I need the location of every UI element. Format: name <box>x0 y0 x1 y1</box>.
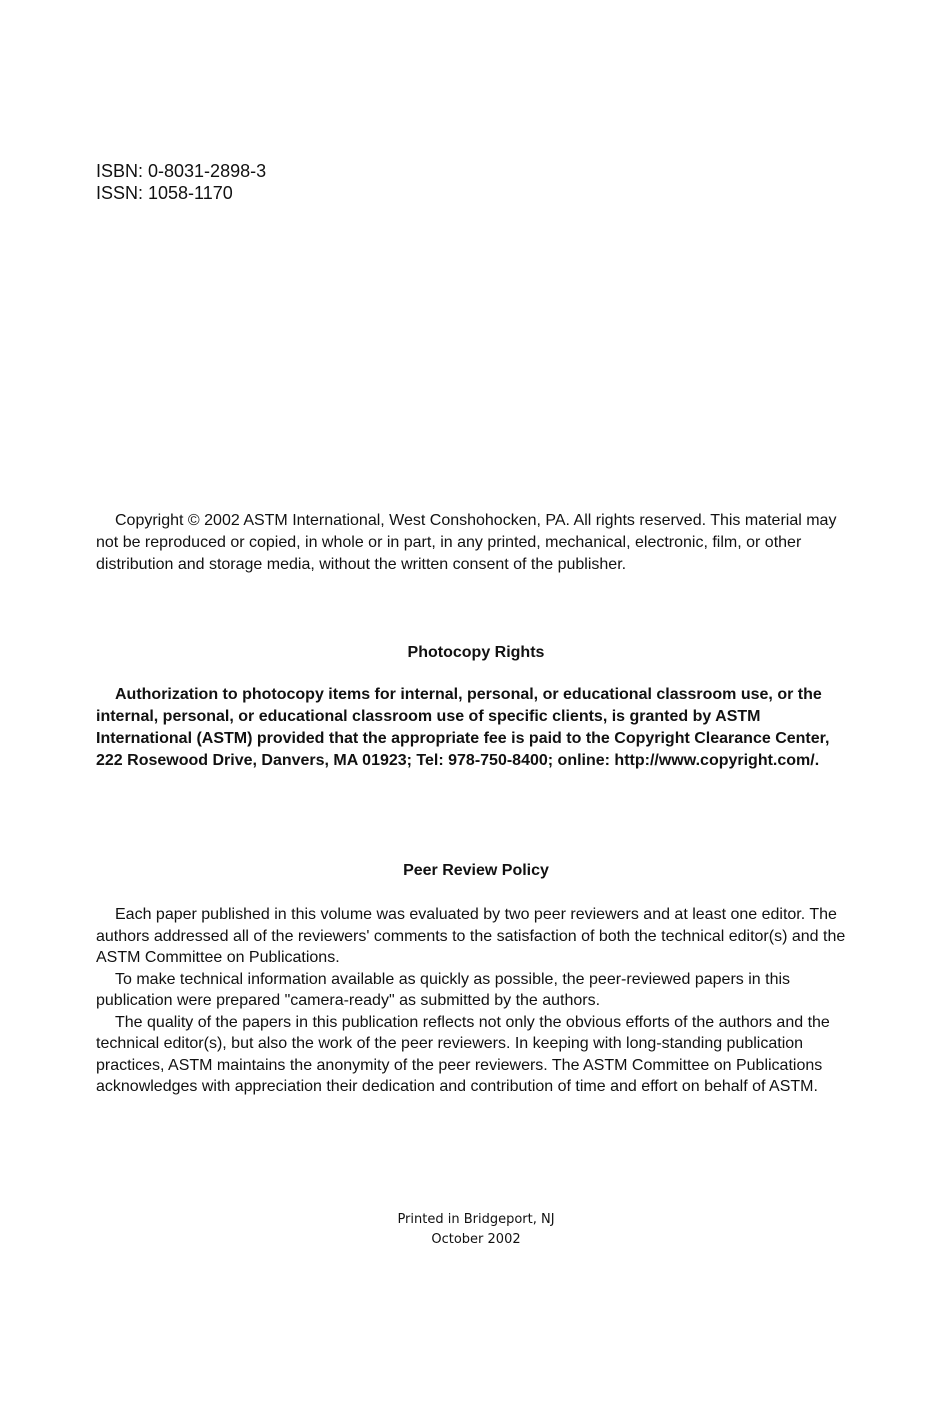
peer-review-paragraph: Each paper published in this volume was evaluated by two peer reviewers and at least one editor. The authors addressed all of the reviewers' comments to the satisfaction of both the technical editor(s) and the ASTM Committee on Publications. <box>96 906 846 966</box>
peer-review-paragraph: The quality of the papers in this publication reflects not only the obvious efforts of the authors and the technical editor(s), but also the work of the peer reviewers. In keeping with long-standing publication practices, ASTM maintains the anonymity of the peer reviewers. The ASTM Committee on Publications acknowledges with appreciation their dedication and contribution of time and effort on behalf of ASTM. <box>96 1013 830 1095</box>
copyright-notice: Copyright © 2002 ASTM International, West Conshohocken, PA. All rights reserved. This material may not be reproduced or copied, in whole or in part, in any printed, mechanical, electronic, film, or other distribution and storage media, without the written consent of the publisher. <box>96 512 837 573</box>
peer-review-paragraph: To make technical information available as quickly as possible, the peer-reviewed papers in this publication were prepared "camera-ready" as submitted by the authors. <box>96 970 791 1009</box>
printed-location: Printed in Bridgeport, NJ <box>397 1212 555 1227</box>
peer-review-text <box>96 904 856 1098</box>
peer-review-heading: Peer Review Policy <box>403 862 549 879</box>
isbn-line: ISBN: 0-8031-2898-3 <box>96 161 267 181</box>
photocopy-rights-heading: Photocopy Rights <box>407 644 545 661</box>
printing-info <box>96 1210 856 1250</box>
issn-line: ISSN: 1058-1170 <box>96 183 233 203</box>
photocopy-rights-text: Authorization to photocopy items for internal, personal, or educational classroom use, or the internal, personal, or educational classroom use of specific clients, is granted by ASTM International (ASTM) provided that the appropriate fee is paid to the Copyright Clearance Center, 222 Rosewood Drive, Danvers, MA 01923; Tel: 978-750-8400; online: http://www.copyright.com/. <box>96 686 830 769</box>
printed-date: October 2002 <box>431 1232 521 1247</box>
identifiers-block <box>96 160 266 204</box>
